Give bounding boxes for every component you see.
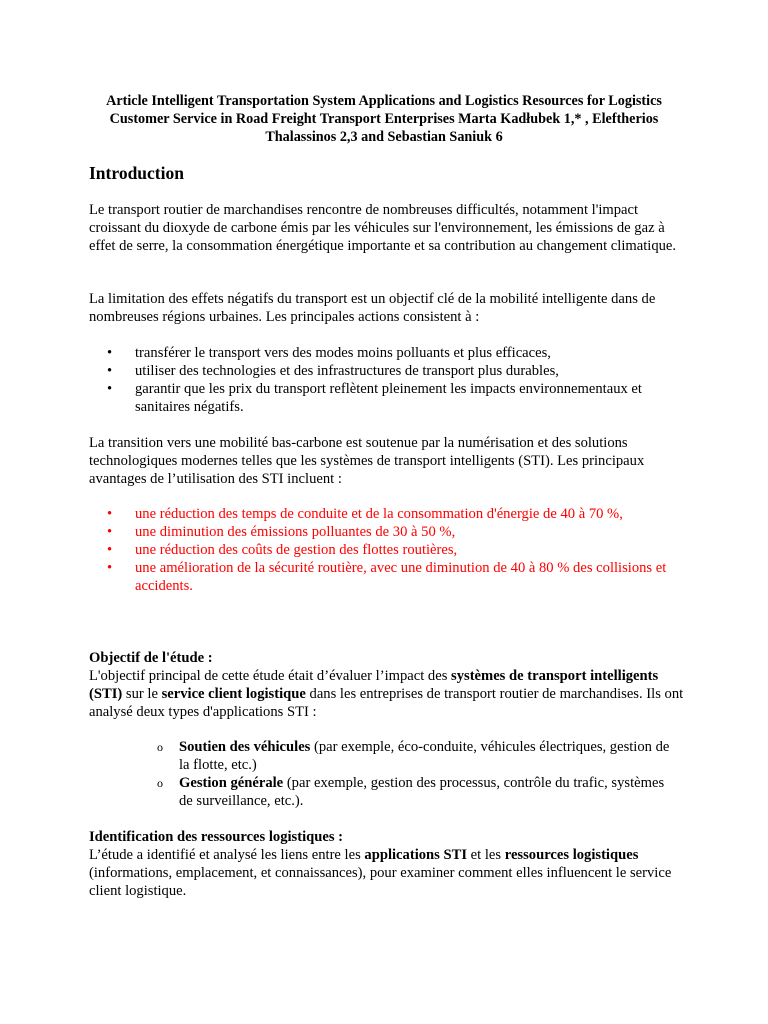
bullet-icon: • [107, 560, 113, 576]
bullet-icon: • [107, 381, 113, 397]
intro-paragraph-1: Le transport routier de marchandises rencontre de nombreuses difficultés, notamment l'impact croissant du dioxyde de carbone émis par les véhicules sur l'environnement, les émissions de gaz à effet de serre, la consommation énergétique importante et sa contribution au changement climatique. [89, 202, 677, 254]
article-title: Article Intelligent Transportation System Applications and Logistics Resources for Logistics Customer Service in Road Freight Transport Enterprises Marta Kadłubek 1,* , Eleftherios Thalassinos 2,3 and Sebastian Saniuk 6 [106, 93, 662, 145]
objective-paragraph: L'objectif principal de cette étude était d’évaluer l’impact des systèmes de transport intelligents (STI) sur le service client logistique dans les entreprises de transport routier de marchandises. Ils ont analysé deux types d'applications STI : [89, 668, 684, 720]
list-item: • une réduction des temps de conduite et de la consommation d'énergie de 40 à 70 %, [107, 506, 623, 522]
list-item: o Soutien des véhicules (par exemple, éco-conduite, véhicules électriques, gestion de la flotte, etc.) [157, 739, 670, 773]
intro-paragraph-3: La transition vers une mobilité bas-carbone est soutenue par la numérisation et des solutions technologiques modernes telles que les systèmes de transport intelligents (STI). Les principaux avantages de l’utilisation des STI incluent : [89, 435, 645, 487]
actions-list [89, 344, 689, 416]
bullet-icon: • [107, 506, 113, 522]
objective-heading: Objectif de l'étude : [89, 650, 213, 666]
list-item: • transférer le transport vers des modes moins polluants et plus efficaces, [107, 345, 551, 361]
circle-bullet-icon: o [157, 740, 163, 754]
list-item: o Gestion générale (par exemple, gestion des processus, contrôle du trafic, systèmes de surveillance, etc.). [157, 775, 665, 809]
advantages-list [89, 505, 689, 595]
list-item: • une amélioration de la sécurité routière, avec une diminution de 40 à 80 % des collisions et accidents. [107, 560, 667, 594]
introduction-heading: Introduction [89, 163, 184, 183]
list-item: • une réduction des coûts de gestion des flottes routières, [107, 542, 458, 558]
circle-bullet-icon: o [157, 776, 163, 790]
bullet-icon: • [107, 524, 113, 540]
intro-paragraph-2: La limitation des effets négatifs du transport est un objectif clé de la mobilité intelligente dans de nombreuses régions urbaines. Les principales actions consistent à : [89, 291, 656, 325]
resources-heading: Identification des ressources logistiques : [89, 829, 344, 845]
bullet-icon: • [107, 363, 113, 379]
bullet-icon: • [107, 345, 113, 361]
list-item: • une diminution des émissions polluantes de 30 à 50 %, [107, 524, 456, 540]
resources-paragraph: L’étude a identifié et analysé les liens entre les applications STI et les ressources logistiques (informations, emplacement, et connaissances), pour examiner comment elles influencent le service client logistique. [89, 847, 672, 899]
list-item: • utiliser des technologies et des infrastructures de transport plus durables, [107, 363, 559, 379]
sti-types-list [89, 738, 679, 810]
list-item: • garantir que les prix du transport reflètent pleinement les impacts environnementaux et sanitaires négatifs. [107, 381, 642, 415]
bullet-icon: • [107, 542, 113, 558]
